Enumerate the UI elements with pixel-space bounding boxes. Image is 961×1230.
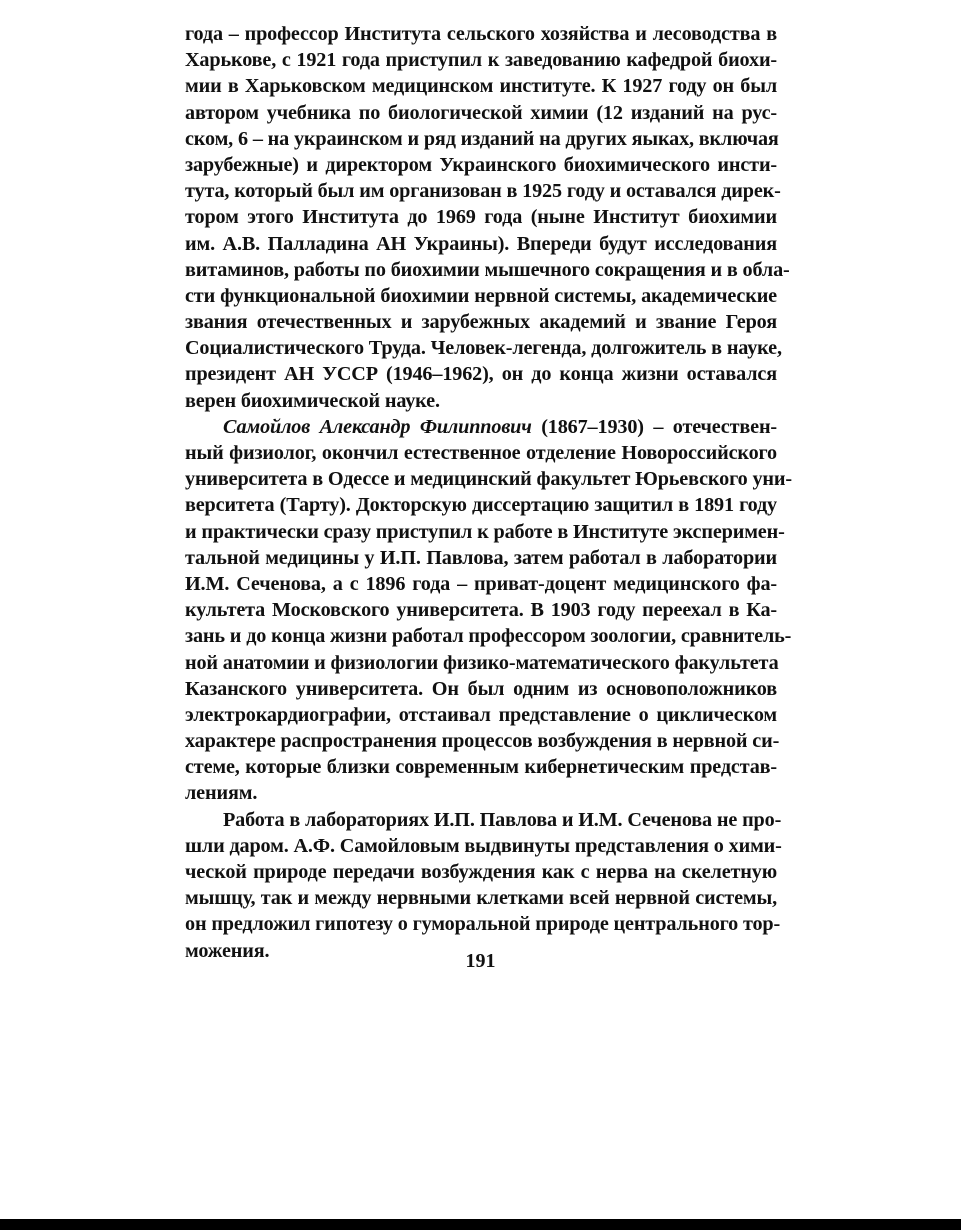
text-line-first: Работа в лабораториях И.П. Павлова и И.М. Сеченова не про-	[223, 808, 782, 831]
text-line: Социалистического Труда. Человек-легенда, долгожитель в науке,	[185, 337, 782, 360]
text-line: зань и до конца жизни работал профессором зоологии, сравнитель-	[185, 625, 792, 648]
page-number: 191	[465, 950, 496, 972]
text-line: ный физиолог, окончил естественное отделение Новороссийского	[185, 442, 777, 464]
text-line: можения.	[185, 939, 270, 962]
text-line: шли даром. А.Ф. Самойловым выдвинуты представления о хими-	[185, 834, 782, 857]
paragraph-samoylov-biography	[185, 414, 792, 807]
text-line: электрокардиографии, отстаивал представление о циклическом	[185, 703, 777, 726]
text-line: мии в Харьковском медицинском институте. К 1927 году он был	[185, 75, 777, 98]
text-line: Харькове, с 1921 года приступил к заведованию кафедрой биохи-	[185, 49, 777, 72]
text-line: И.М. Сеченова, а с 1896 года – приват-доцент медицинского фа-	[185, 572, 777, 595]
text-line: ной анатомии и физиологии физико-математического факультета	[185, 651, 779, 674]
text-fragment: (1867–1930) – отечествен-	[531, 415, 777, 438]
person-name: Самойлов Александр Филиппович	[223, 415, 532, 438]
text-line-first	[185, 414, 777, 440]
text-line: тором этого Института до 1969 года (ныне Институт биохимии	[185, 206, 777, 229]
text-line: года – профессор Института сельского хозяйства и лесоводства в	[185, 23, 777, 45]
page-body	[185, 21, 792, 964]
text-line: стеме, которые близки современным кибернетическим представ-	[185, 756, 777, 779]
text-line: тута, который был им организован в 1925 году и оставался дирек-	[185, 180, 781, 203]
text-line: верситета (Тарту). Докторскую диссертацию защитил в 1891 году	[185, 494, 777, 517]
text-line: культета Московского университета. В 1903 году переехал в Ка-	[185, 599, 777, 622]
text-line: ческой природе передачи возбуждения как с нерва на скелетную	[185, 861, 777, 883]
text-line: автором учебника по биологической химии (12 изданий на рус-	[185, 101, 777, 124]
scan-bottom-edge	[0, 1219, 961, 1230]
text-line: верен биохимической науке.	[185, 389, 440, 412]
text-line: витаминов, работы по биохимии мышечного сокращения и в обла-	[185, 258, 790, 281]
text-line: и практически сразу приступил к работе в Институте эксперимен-	[185, 520, 785, 543]
text-line: ском, 6 – на украинском и ряд изданий на других яыках, включая	[185, 127, 779, 150]
text-line: Казанского университета. Он был одним из основоположников	[185, 677, 777, 700]
text-line: президент АН УССР (1946–1962), он до конца жизни оставался	[185, 363, 777, 386]
text-line: он предложил гипотезу о гуморальной природе центрального тор-	[185, 913, 781, 936]
text-line: зарубежные) и директором Украинского биохимического инсти-	[185, 153, 777, 176]
text-line: сти функциональной биохимии нервной системы, академические	[185, 284, 777, 307]
text-line: тальной медицины у И.П. Павлова, затем работал в лаборатории	[185, 546, 777, 569]
text-line: лениям.	[185, 782, 258, 805]
text-line: звания отечественных и зарубежных академий и звание Героя	[185, 311, 777, 334]
paragraph-laboratory-work	[185, 807, 782, 964]
text-line: университета в Одессе и медицинский факультет Юрьевского уни-	[185, 468, 792, 491]
text-line: характере распространения процессов возбуждения в нервной си-	[185, 730, 780, 753]
paragraph-palladin-continuation	[185, 21, 790, 414]
text-line: мышцу, так и между нервными клетками всей нервной системы,	[185, 887, 777, 910]
text-line: им. А.В. Палладина АН Украины). Впереди будут исследования	[185, 232, 777, 255]
